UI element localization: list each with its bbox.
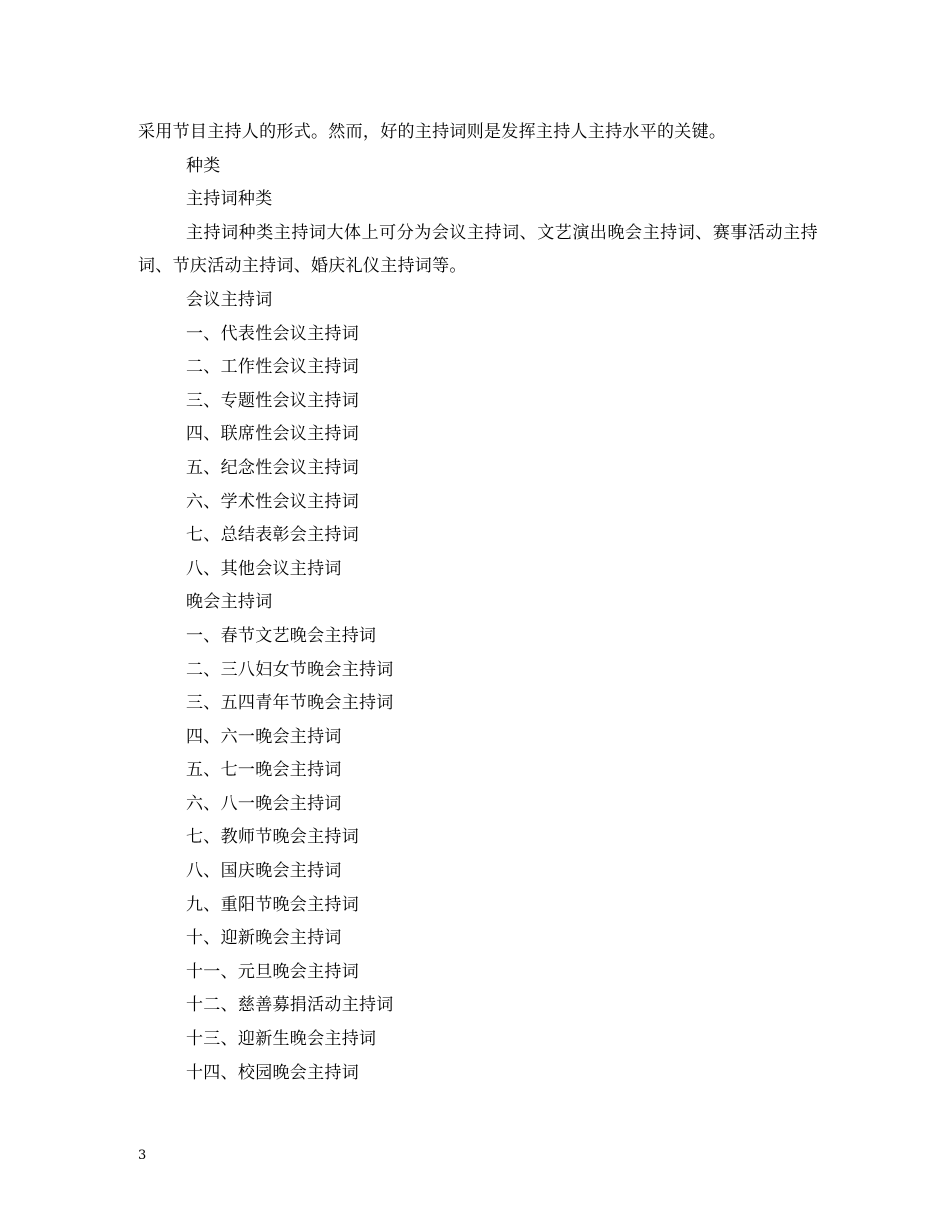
evening-item: 六、八一晚会主持词 [186, 793, 342, 814]
evening-item: 四、六一晚会主持词 [186, 726, 342, 747]
heading-host-word-types: 主持词种类 [186, 189, 273, 210]
page-number: 3 [138, 1148, 147, 1163]
meeting-item: 四、联席性会议主持词 [186, 424, 359, 445]
section-evening-title: 晚会主持词 [186, 592, 273, 613]
meeting-item: 五、纪念性会议主持词 [186, 457, 359, 478]
evening-item: 七、教师节晚会主持词 [186, 827, 359, 848]
evening-item: 二、三八妇女节晚会主持词 [186, 659, 394, 680]
meeting-item: 二、工作性会议主持词 [186, 357, 359, 378]
evening-item: 十四、校园晚会主持词 [186, 1062, 359, 1083]
evening-item: 九、重阳节晚会主持词 [186, 894, 359, 915]
evening-item: 十一、元旦晚会主持词 [186, 961, 359, 982]
evening-item: 五、七一晚会主持词 [186, 760, 342, 781]
evening-item: 十三、迎新生晚会主持词 [186, 1029, 377, 1050]
evening-item: 一、春节文艺晚会主持词 [186, 625, 377, 646]
evening-item: 八、国庆晚会主持词 [186, 861, 342, 882]
evening-item: 十二、慈善募捐活动主持词 [186, 995, 394, 1016]
document-body [138, 116, 818, 1090]
meeting-item: 八、其他会议主持词 [186, 558, 342, 579]
meeting-item: 七、总结表彰会主持词 [186, 525, 359, 546]
evening-item: 三、五四青年节晚会主持词 [186, 693, 394, 714]
evening-item: 十、迎新晚会主持词 [186, 928, 342, 949]
section-meeting-title: 会议主持词 [186, 289, 273, 310]
meeting-item: 三、专题性会议主持词 [186, 390, 359, 411]
meeting-item: 一、代表性会议主持词 [186, 323, 359, 344]
heading-types: 种类 [186, 155, 221, 176]
meeting-item: 六、学术性会议主持词 [186, 491, 359, 512]
continuation-line: 采用节目主持人的形式。然而，好的主持词则是发挥主持人主持水平的关键。 [138, 122, 727, 142]
paragraph-types: 主持词种类主持词大体上可分为会议主持词、文艺演出晚会主持词、赛事活动主持词、节庆活动主持词、婚庆礼仪主持词等。 [138, 222, 818, 277]
